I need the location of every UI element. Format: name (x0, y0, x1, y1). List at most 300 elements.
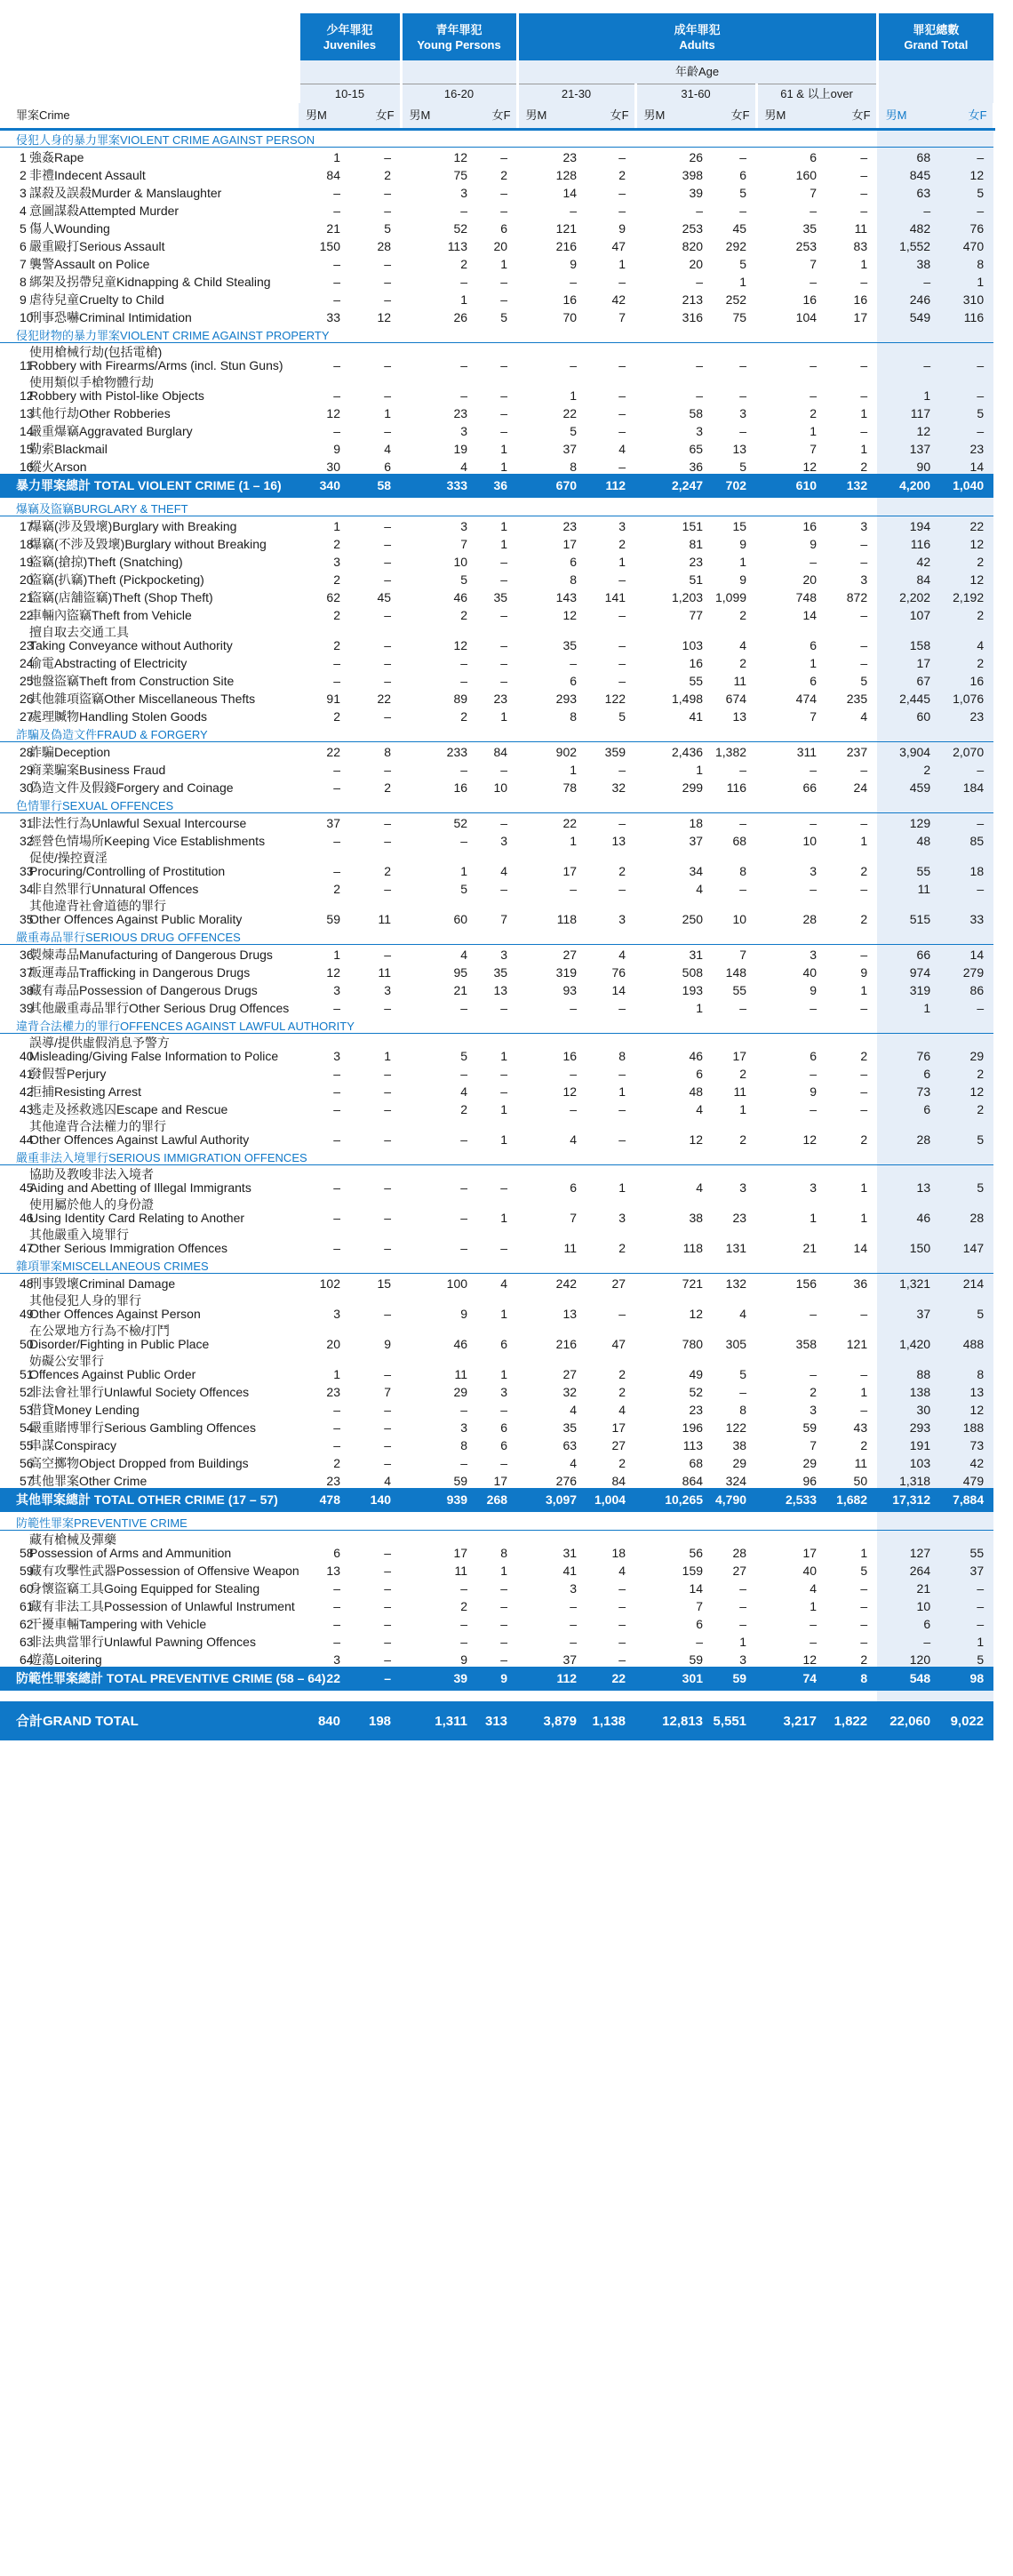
cell-value: 107 (877, 604, 940, 622)
cell-value: 5 (460, 1049, 468, 1063)
cell-value: 16 (453, 780, 468, 795)
table-row (0, 688, 993, 706)
cell-value: 20 (689, 257, 704, 271)
crime-code: 12 (20, 388, 34, 403)
cell-value: 4 (696, 1102, 704, 1116)
section-title: 詐騙及偽造文件FRAUD & FORGERY (0, 724, 877, 741)
cell-value: 470 (940, 236, 993, 253)
cell-value: 4 (940, 622, 993, 652)
cell-value: 1 (860, 1385, 868, 1399)
crime-code: 4 (20, 204, 27, 218)
cell-value: 30 (877, 1399, 940, 1417)
cell-value: 1 (570, 763, 578, 777)
cell-value: 14 (689, 1581, 704, 1596)
cell-value: 93 (562, 983, 578, 997)
section-header-row (0, 498, 993, 516)
cell-value: – (618, 460, 626, 474)
table-row (0, 271, 993, 289)
cell-value: 3 (739, 406, 747, 420)
cell-value: – (618, 1307, 626, 1321)
cell-value: 12 (689, 1132, 704, 1147)
total-row (0, 474, 993, 498)
cell-value: 14 (853, 1241, 868, 1255)
section-header-row (0, 724, 993, 741)
cell-value: 12 (326, 965, 340, 980)
grand-total-band (877, 498, 993, 516)
crime-name (27, 182, 299, 200)
cell-value: 60 (877, 706, 940, 724)
cell-value: – (384, 656, 392, 670)
cell-value: 17 (732, 1049, 747, 1063)
cell-value: 19 (453, 442, 468, 456)
cell-value: 4 (618, 1564, 626, 1578)
cell-value: 13 (940, 1381, 993, 1399)
cell-value: 233 (446, 745, 468, 759)
cell-value: 38 (732, 1438, 747, 1452)
crime-name-line: 其他行劫Other Robberies (29, 406, 171, 420)
crime-name-line: 藏有攻擊性武器Possession of Offensive Weapon (29, 1564, 299, 1578)
cell-value: 13 (493, 983, 508, 997)
cell-value: 3 (460, 186, 468, 200)
cell-value: 1 (333, 519, 340, 533)
total-row (0, 1488, 993, 1512)
cell-value: 35 (562, 1420, 578, 1435)
cell-value: 1 (696, 1001, 704, 1015)
crime-code: 33 (20, 864, 34, 878)
crime-name (27, 688, 299, 706)
cell-value: 4 (570, 1132, 578, 1147)
cell-value: 103 (682, 638, 704, 652)
cell-value: 88 (877, 1351, 940, 1381)
section-title: 爆竊及盜竊BURGLARY & THEFT (0, 498, 877, 516)
cell-value: – (860, 388, 868, 403)
cell-value: 2 (940, 1099, 993, 1116)
crime-name (27, 1578, 299, 1596)
cell-value: 26 (453, 310, 468, 324)
cell-value: 102 (319, 1276, 340, 1291)
crime-name (27, 147, 299, 164)
cell-value: 1 (570, 834, 578, 848)
cell-value: 872 (846, 590, 868, 604)
cell-value: – (500, 1067, 508, 1081)
cell-value: 12 (940, 533, 993, 551)
cell-value: 193 (682, 983, 704, 997)
cell-value: 90 (877, 456, 940, 474)
section-header-row (0, 795, 993, 812)
crime-code: 9 (20, 292, 27, 307)
cell-value: 2,192 (940, 587, 993, 604)
crime-name (27, 1613, 299, 1631)
cell-value: – (384, 1241, 392, 1255)
cell-value: 23 (689, 1403, 704, 1417)
cell-value: 9 (810, 1084, 818, 1099)
cell-value: 748 (795, 590, 818, 604)
cell-value: 1,420 (877, 1321, 940, 1351)
cell-value: 151 (682, 519, 704, 533)
cell-value: 70 (562, 310, 578, 324)
cell-value: 29 (732, 1456, 747, 1470)
cell-value: 6 (384, 460, 392, 474)
cell-value: 1 (739, 1102, 747, 1116)
crime-name-line: 縱火Arson (29, 460, 87, 474)
table-row (0, 1631, 993, 1649)
cell-value: 75 (732, 310, 747, 324)
table-row (0, 670, 993, 688)
cell-value: 8 (940, 1351, 993, 1381)
cell-value: 3 (739, 1652, 747, 1667)
crime-code: 42 (20, 1084, 34, 1099)
cell-value: 21 (453, 983, 468, 997)
cell-value: 8 (384, 745, 392, 759)
cell-value: – (460, 204, 468, 218)
cell-value: 1 (810, 656, 818, 670)
cell-value: 12 (326, 406, 340, 420)
cell-value: 59 (689, 1652, 704, 1667)
total-label: 合計GRAND TOTAL (0, 1701, 299, 1740)
total-value: 333 (401, 474, 477, 498)
total-value: 478 (299, 1488, 350, 1512)
cell-value: – (500, 1084, 508, 1099)
cell-value: 2 (333, 882, 340, 896)
crime-name-line: 擅自取去交通工具 (29, 625, 129, 639)
crime-code: 5 (20, 221, 27, 236)
cell-value: 1 (739, 1635, 747, 1649)
cell-value: 2 (739, 1067, 747, 1081)
table-row (0, 812, 993, 830)
total-value: 132 (826, 474, 877, 498)
table-row (0, 1452, 993, 1470)
crime-name-line: 串謀Conspiracy (29, 1438, 117, 1452)
table-row (0, 1099, 993, 1116)
cell-value: – (618, 424, 626, 438)
cell-value: 33 (326, 310, 340, 324)
crime-name-line: Other Offences Against Person (29, 1307, 201, 1321)
cell-value: – (860, 608, 868, 622)
cell-value: 41 (562, 1564, 578, 1578)
cell-value: – (384, 424, 392, 438)
cell-value: 13 (732, 442, 747, 456)
cell-value: 2 (460, 608, 468, 622)
crime-name-line: 妨礙公安罪行 (29, 1354, 104, 1368)
cell-value: 4 (739, 638, 747, 652)
cell-value: 8 (570, 572, 578, 587)
cell-value: 23 (453, 406, 468, 420)
crime-name-line: 逃走及拯救逃囚Escape and Rescue (29, 1102, 228, 1116)
cell-value: – (500, 406, 508, 420)
cell-value: 3 (810, 1180, 818, 1195)
crime-name-line: 偽造文件及假錢Forgery and Coinage (29, 780, 234, 795)
cell-value: 138 (877, 1381, 940, 1399)
cell-value: 2 (860, 864, 868, 878)
cell-value: 3 (500, 948, 508, 962)
cell-value: – (810, 1635, 818, 1649)
crime-code: 10 (20, 310, 34, 324)
cell-value: 3 (618, 912, 626, 926)
cell-value: 28 (802, 912, 818, 926)
cell-value: – (618, 406, 626, 420)
cell-value: – (384, 816, 392, 830)
cell-value: – (877, 1631, 940, 1649)
cell-value: 2 (618, 1385, 626, 1399)
crime-name-line: Using Identity Card Relating to Another (29, 1211, 245, 1225)
table-row (0, 403, 993, 420)
cell-value: 6 (570, 674, 578, 688)
cell-value: – (570, 1067, 578, 1081)
cell-value: 2 (333, 638, 340, 652)
cell-value: 820 (682, 239, 704, 253)
cell-value: 49 (689, 1367, 704, 1381)
cell-value: 2 (618, 168, 626, 182)
section-title: 雜項罪案MISCELLANEOUS CRIMES (0, 1255, 877, 1273)
cell-value: – (333, 1102, 340, 1116)
cell-value: 184 (940, 777, 993, 795)
cell-value: 1,552 (877, 236, 940, 253)
cell-value: – (384, 1102, 392, 1116)
section-header-row (0, 1147, 993, 1164)
cell-value: 2 (333, 1456, 340, 1470)
cell-value: – (940, 147, 993, 164)
crime-code: 47 (20, 1241, 34, 1255)
cell-value: 1 (739, 555, 747, 569)
cell-value: – (500, 150, 508, 164)
cell-value: 8 (570, 460, 578, 474)
total-value: 98 (940, 1667, 993, 1691)
total-label: 暴力罪案總計 TOTAL VIOLENT CRIME (1 – 16) (0, 474, 299, 498)
cell-value: 5 (384, 221, 392, 236)
cell-value: 2,202 (877, 587, 940, 604)
cell-value: 1 (618, 555, 626, 569)
cell-value: – (618, 1652, 626, 1667)
male-column-label: 男M (299, 103, 350, 129)
cell-value: 5 (460, 882, 468, 896)
crime-name (27, 342, 299, 372)
cell-value: 15 (732, 519, 747, 533)
cell-value: – (618, 1001, 626, 1015)
grand-total-band (877, 1512, 993, 1530)
cell-value: 11 (454, 1367, 468, 1381)
crime-name-line: 嚴重賭博罪行Serious Gambling Offences (29, 1420, 256, 1435)
cell-value: 6 (570, 555, 578, 569)
crime-code: 56 (20, 1456, 34, 1470)
cell-value: 16 (802, 292, 818, 307)
cell-value: 2 (333, 572, 340, 587)
cell-value: 12 (802, 460, 818, 474)
cell-value: 40 (802, 1564, 818, 1578)
cell-value: 319 (555, 965, 578, 980)
cell-value: 7 (460, 537, 468, 551)
cell-value: – (500, 638, 508, 652)
table-row (0, 706, 993, 724)
cell-value: 18 (940, 848, 993, 878)
total-value: – (350, 1667, 401, 1691)
total-value: 8 (826, 1667, 877, 1691)
cell-value: – (500, 608, 508, 622)
total-value: 9,022 (940, 1701, 993, 1740)
cell-value: 84 (877, 569, 940, 587)
crime-code: 63 (20, 1635, 34, 1649)
crime-code: 6 (20, 239, 27, 253)
cell-value: 59 (802, 1420, 818, 1435)
cell-value: – (860, 763, 868, 777)
cell-value: 6 (500, 221, 508, 236)
crime-name (27, 848, 299, 878)
cell-value: 33 (940, 896, 993, 926)
cell-value: 1 (618, 257, 626, 271)
cell-value: – (570, 275, 578, 289)
crime-code: 38 (20, 983, 34, 997)
cell-value: 65 (689, 442, 704, 456)
cell-value: 23 (326, 1474, 340, 1488)
total-value: 22 (586, 1667, 635, 1691)
cell-value: 5 (860, 674, 868, 688)
cell-value: – (384, 1617, 392, 1631)
cell-value: 58 (689, 406, 704, 420)
section-header-row (0, 926, 993, 944)
cell-value: 6 (877, 1099, 940, 1116)
cell-value: 96 (802, 1474, 818, 1488)
cell-value: – (460, 1001, 468, 1015)
cell-value: 13 (732, 709, 747, 724)
table-row (0, 218, 993, 236)
cell-value: 73 (877, 1081, 940, 1099)
section-header-row (0, 1015, 993, 1033)
cell-value: 30 (326, 460, 340, 474)
cell-value: 358 (795, 1337, 818, 1351)
cell-value: 21 (802, 1241, 818, 1255)
cell-value: – (500, 1581, 508, 1596)
cell-value: 50 (853, 1474, 868, 1488)
cell-value: 5 (618, 709, 626, 724)
crime-name (27, 944, 299, 962)
total-value: 22 (299, 1667, 350, 1691)
crime-name-line: 高空擲物Object Dropped from Buildings (29, 1456, 249, 1470)
crime-name-line: 其他罪案Other Crime (29, 1474, 148, 1488)
cell-value: 2 (860, 1652, 868, 1667)
cell-value: 68 (877, 147, 940, 164)
crime-name-line: 刑事恐嚇Criminal Intimidation (29, 310, 192, 324)
table-row (0, 1596, 993, 1613)
cell-value: – (810, 1307, 818, 1321)
cell-value: – (384, 1001, 392, 1015)
crime-name-line: 誤導/提供虛假消息予警方 (29, 1036, 170, 1050)
cell-value: 35 (562, 638, 578, 652)
crime-code: 7 (20, 257, 27, 271)
table-row (0, 587, 993, 604)
cell-value: 4 (570, 1403, 578, 1417)
crime-name-line: 偷電Abstracting of Electricity (29, 656, 187, 670)
cell-value: 42 (940, 1452, 993, 1470)
cell-value: – (860, 1599, 868, 1613)
cell-value: – (570, 1102, 578, 1116)
crime-name-line: 拒捕Resisting Arrest (29, 1084, 142, 1099)
cell-value: 12 (940, 1081, 993, 1099)
crime-name-line: 藏有非法工具Possession of Unlawful Instrument (29, 1599, 295, 1613)
cell-value: – (810, 204, 818, 218)
cell-value: 17 (453, 1546, 468, 1560)
cell-value: – (500, 275, 508, 289)
cell-value: 214 (940, 1273, 993, 1291)
section-title: 侵犯人身的暴力罪案VIOLENT CRIME AGAINST PERSON (0, 129, 877, 147)
cell-value: 7 (384, 1385, 392, 1399)
cell-value: 479 (940, 1470, 993, 1488)
table-row (0, 622, 993, 652)
crime-name (27, 1649, 299, 1667)
crime-code: 23 (20, 638, 34, 652)
cell-value: – (500, 1456, 508, 1470)
crime-name-line: 販運毒品Trafficking in Dangerous Drugs (29, 965, 251, 980)
cell-value: 148 (725, 965, 747, 980)
cell-value: 150 (877, 1225, 940, 1255)
crime-name-line: 襲警Assault on Police (29, 257, 150, 271)
age-band: 21-30 (517, 84, 635, 103)
cell-value: – (810, 882, 818, 896)
cell-value: 3 (810, 948, 818, 962)
crime-name-line: 使用槍械行劫(包括電槍) (29, 345, 163, 359)
cell-value: – (860, 1403, 868, 1417)
age-band: 16-20 (401, 84, 517, 103)
cell-value: – (739, 150, 747, 164)
total-value: 3,879 (517, 1701, 586, 1740)
cell-value: 150 (319, 239, 340, 253)
cell-value: – (810, 555, 818, 569)
cell-value: – (739, 763, 747, 777)
crime-name-line: 勒索Blackmail (29, 442, 108, 456)
cell-value: 3 (333, 983, 340, 997)
section-title: 違背合法權力的罪行OFFENCES AGAINST LAWFUL AUTHORITY (0, 1015, 877, 1033)
cell-value: – (696, 1635, 704, 1649)
cell-value: 2 (384, 864, 392, 878)
crime-name-line: 干擾車輛Tampering with Vehicle (29, 1617, 207, 1631)
cell-value: – (384, 1635, 392, 1649)
cell-value: – (860, 1635, 868, 1649)
total-value: 10,265 (635, 1488, 713, 1512)
crime-name-line: 製煉毒品Manufacturing of Dangerous Drugs (29, 948, 273, 962)
cell-value: 12 (940, 1399, 993, 1417)
cell-value: 1,498 (671, 692, 704, 706)
section-title: 嚴重毒品罪行SERIOUS DRUG OFFENCES (0, 926, 877, 944)
male-column-label: 男M (635, 103, 713, 129)
cell-value: 8 (739, 1403, 747, 1417)
cell-value: 21 (877, 1578, 940, 1596)
crime-name-line: 藏有毒品Possession of Dangerous Drugs (29, 983, 258, 997)
cell-value: 23 (493, 692, 508, 706)
cell-value: – (333, 780, 340, 795)
cell-value: 31 (562, 1546, 578, 1560)
cell-value: 5 (739, 186, 747, 200)
cell-value: 4 (696, 1180, 704, 1195)
cell-value: 1,203 (671, 590, 704, 604)
cell-value: 316 (682, 310, 704, 324)
cell-value: 29 (453, 1385, 468, 1399)
crime-code: 52 (20, 1385, 34, 1399)
cell-value: – (384, 292, 392, 307)
cell-value: – (739, 882, 747, 896)
cell-value: 116 (940, 307, 993, 324)
cell-value: 63 (877, 182, 940, 200)
cell-value: – (384, 1067, 392, 1081)
crime-name-line: Disorder/Fighting in Public Place (29, 1337, 210, 1351)
cell-value: – (333, 292, 340, 307)
cell-value: 38 (877, 253, 940, 271)
cell-value: 37 (689, 834, 704, 848)
cell-value: 2 (739, 1132, 747, 1147)
cell-value: – (739, 388, 747, 403)
section-header-row (0, 324, 993, 342)
cell-value: 46 (877, 1195, 940, 1225)
cell-value: – (460, 1581, 468, 1596)
total-value: 198 (350, 1701, 401, 1740)
cell-value: 213 (682, 292, 704, 307)
